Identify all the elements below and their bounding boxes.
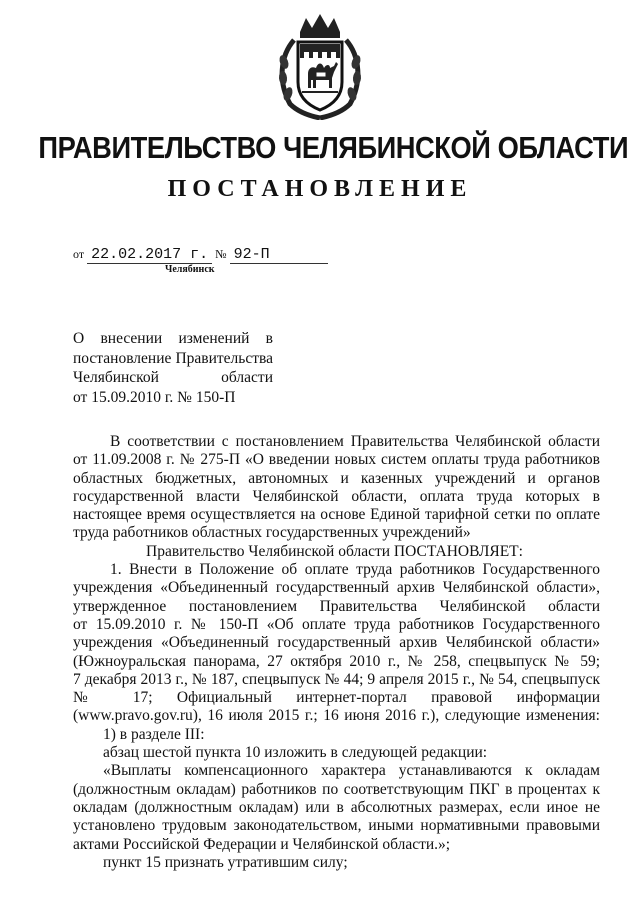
coat-of-arms-emblem [272,12,368,120]
body-line: пункт 15 признать утратившим силу; [103,853,348,871]
body-line: государственной власти Челябинской области, оплата труда которых в [73,487,600,505]
body-line: учреждения «Объединенный государственный архив Челябинской области» [73,634,600,652]
document-number: 92-П [230,246,328,264]
body-line: 1. Внести в Положение об оплате труда работников Государственного [110,561,600,579]
date-number-line [73,246,328,264]
document-body [73,433,600,872]
body-line: Правительство Челябинской области ПОСТАНОВЛЯЕТ: [146,542,523,560]
subject-line: О внесении изменений в [73,330,273,347]
body-line: актами Российской Федерации и Челябинской области.»; [73,835,451,853]
government-title: ПРАВИТЕЛЬСТВО ЧЕЛЯБИНСКОЙ ОБЛАСТИ [38,130,629,165]
body-line: 7 декабря 2013 г., № 187, спецвыпуск № 44; 9 апреля 2015 г., № 54, спецвыпуск [73,670,600,688]
number-label: № [215,247,227,261]
subject-line: постановление Правительства [73,349,273,367]
document-type-heading: ПОСТАНОВЛЕНИЕ [167,176,473,202]
body-line: № 17; Официальный интернет-портал правовой информации [73,689,600,707]
body-line: окладам (должностным окладам) или в абсолютных размерах, если иное не [73,798,600,816]
body-line: абзац шестой пункта 10 изложить в следующей редакции: [103,744,488,762]
city-label: Челябинск [165,264,215,275]
body-line: (должностным окладам) работников по соответствующим ПКГ в процентах к [73,780,600,798]
body-line: установлено трудовым законодательством, иными нормативными правовыми [73,817,600,835]
body-line: учреждения «Объединенный государственный архив Челябинской области», [73,579,600,597]
document-date: 22.02.2017 г. [87,246,212,264]
subject-line: Челябинской области [73,369,273,386]
body-line: (Южноуральская панорама, 27 октября 2010 г., № 258, спецвыпуск № 59; [73,652,600,670]
body-line: настоящее время осуществляется на основе Единой тарифной сетки по оплате [73,506,600,524]
body-line: труда работников областных государственных учреждений» [73,524,471,542]
body-line: от 15.09.2010 г. № 150-П «Об оплате труда работников Государственного [73,615,600,633]
subject-line: от 15.09.2010 г. № 150-П [73,388,236,406]
from-label: от [73,247,85,261]
document-subject [73,329,273,407]
body-line: (www.pravo.gov.ru), 16 июля 2015 г.; 16 июня 2016 г.), следующие изменения: [73,707,600,725]
body-line: утвержденное постановлением Правительства Челябинской области [73,597,600,615]
body-line: от 11.09.2008 г. № 275-П «О введении новых систем оплаты труда работников [73,451,600,469]
body-line: «Выплаты компенсационного характера устанавливаются к окладам [103,762,600,780]
body-line: В соответствии с постановлением Правительства Челябинской области [110,433,600,450]
body-line: областных бюджетных, автономных и казенных учреждений и органов [73,469,600,487]
body-line: 1) в разделе III: [103,725,205,743]
